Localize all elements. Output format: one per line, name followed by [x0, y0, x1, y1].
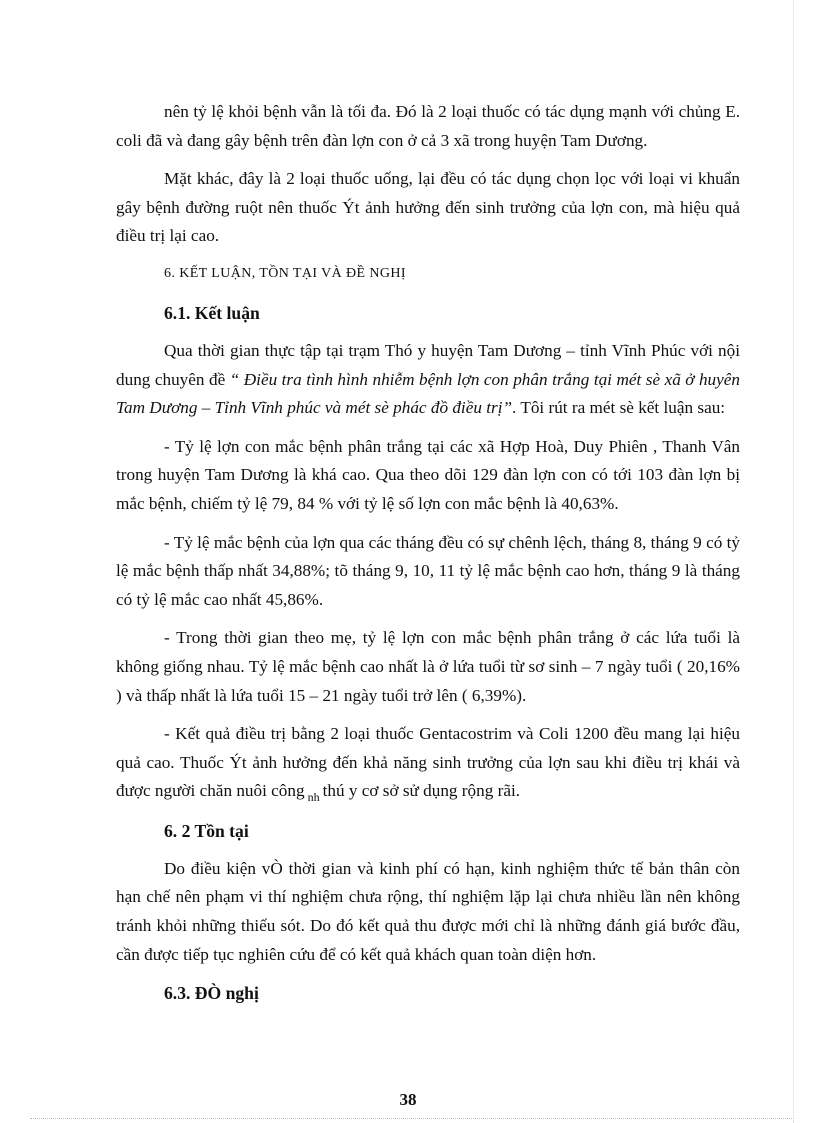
- paragraph-7-end: thú y cơ sở sử dụng rộng rãi.: [322, 781, 521, 801]
- paragraph-4: - Tỷ lệ lợn con mắc bệnh phân trắng tại các xã Hợp Hoà, Duy Phiên , Thanh Vân trong huyện Tam Dương là khá cao. Qua theo dõi 129 đàn lợn con có tới 103 đàn lợn bị mắc bệnh, chiếm tỷ lệ 79, 84 % với tỷ lệ số lợn con mắc bệnh là 40,63%.: [116, 436, 740, 513]
- page-bottom-guide: [30, 1118, 794, 1119]
- paragraph-5: - Tỷ lệ mắc bệnh của lợn qua các tháng đều có sự chênh lệch, tháng 8, tháng 9 có tỷ lệ mắc bệnh thấp nhất 34,88%; tõ tháng 9, 10, 11 tỷ lệ mắc bệnh cao hơn, tháng 9 là tháng có tỷ lệ mắc cao nhất 45,86%.: [116, 532, 740, 609]
- paragraph-8: Do điều kiện vÒ thời gian và kinh phí có hạn, kinh nghiệm thức tế bản thân còn hạn chế nên phạm vi thí nghiệm chưa rộng, thí nghiệm lặp lại chưa nhiều lần nên không tránh khỏi những thiếu sót. Do đó kết quả thu được mới chỉ là những đánh giá bước đầu, cần được tiếp tục nghiên cứu để có kết quả khách quan toàn diện hơn.: [116, 858, 740, 964]
- page-right-guide: [793, 0, 794, 1123]
- paragraph-7: [116, 720, 740, 807]
- paragraph-2: Mặt khác, đây là 2 loại thuốc uống, lại đều có tác dụng chọn lọc với loại vi khuẩn gây bệnh đường ruột nên thuốc Ýt ảnh hưởng đến sinh trưởng của lợn con, mà hiệu quả điều trị lại cao.: [116, 169, 740, 246]
- paragraph-6: - Trong thời gian theo mẹ, tỷ lệ lợn con mắc bệnh phân trắng ở các lứa tuổi là không giống nhau. Tỷ lệ mắc bệnh cao nhất là ở lứa tuổi từ sơ sinh – 7 ngày tuổi ( 20,16% ) và thấp nhất là lứa tuổi 15 – 21 ngày tuổi trở lên ( 6,39%).: [116, 628, 740, 705]
- paragraph-7-subscript: nh: [307, 790, 320, 805]
- heading-conclusion: 6.1. Kết luận: [164, 302, 260, 323]
- heading-recommendations: 6.3. ĐÒ nghị: [164, 983, 259, 1004]
- paragraph-3-end: . Tôi rút ra mét sè kết luận sau:: [512, 398, 726, 418]
- heading-limitations: 6. 2 Tồn tại: [164, 820, 249, 841]
- document-page: [116, 98, 740, 1017]
- section-heading: 6. KẾT LUẬN, TỒN TẠI VÀ ĐỀ NGHỊ: [164, 265, 406, 281]
- paragraph-7-text: - Kết quả điều trị bằng 2 loại thuốc Gentacostrim và Coli 1200 đều mang lại hiệu quả cao. Thuốc Ýt ảnh hưởng đến khả năng sinh trưởng của lợn sau khi điều trị khái và được người chăn nuôi công: [116, 724, 740, 801]
- paragraph-3-topic: “ Điều tra tình hình nhiễm bệnh lợn con phân trắng tại mét sè xã ở huyên Tam Dương – Tỉnh Vĩnh phúc và mét sè phác đồ điều trị”: [116, 369, 740, 418]
- page-number: 38: [399, 1090, 417, 1109]
- paragraph-3: [116, 337, 740, 423]
- paragraph-1: nên tỷ lệ khỏi bệnh vẫn là tối đa. Đó là 2 loại thuốc có tác dụng mạnh với chủng E. coli đã và đang gây bệnh trên đàn lợn con ở cả 3 xã trong huyện Tam Dương.: [116, 102, 740, 150]
- paragraph-3-text: Qua thời gian thực tập tại trạm Thó y huyện Tam Dương – tỉnh Vĩnh Phúc với nội dung chuyên đề: [116, 340, 740, 389]
